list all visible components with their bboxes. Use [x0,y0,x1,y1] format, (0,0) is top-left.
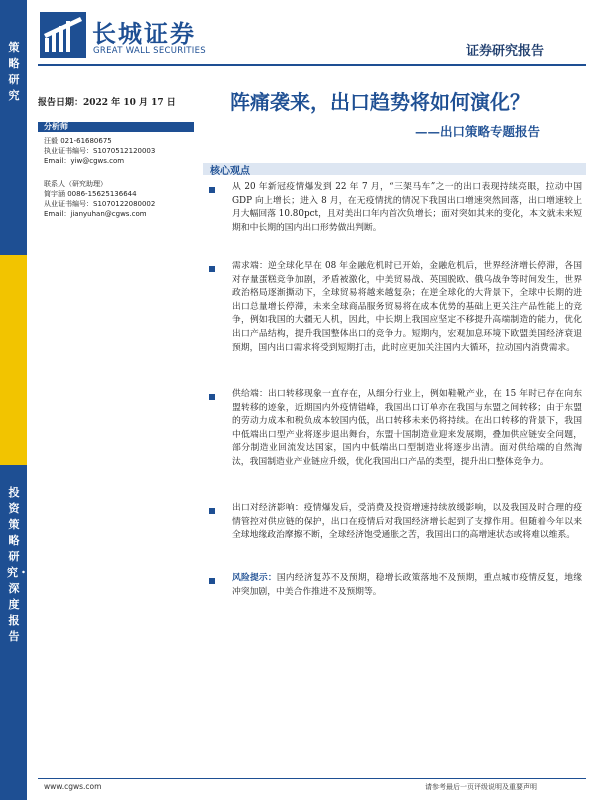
analyst-cert: 执业证书编号：S1070512120003 [44,147,156,155]
bullet-marker [209,266,215,272]
logo-text-cn: 长城证券 [92,19,196,48]
assistant-phone: 简宇涵 0086-15625136644 [44,190,137,198]
left-sidebar [0,0,27,800]
assistant-email: Email：jianyuhan@cgws.com [44,210,147,218]
analyst-email: Email：yiw@cgws.com [44,157,125,165]
header-divider [38,64,586,66]
logo-text-en: GREAT WALL SECURITIES [93,46,206,56]
bullet-marker [209,578,215,584]
core-views-label: 核心观点 [210,166,250,177]
risk-text: 国内经济复苏不及预期，稳增长政策落地不及预期，重点城市疫情反复，地缘冲突加剧，中美合作推进不及预期等。 [232,573,582,597]
assistant-cert: 从业证书编号：S1070122080002 [44,200,156,208]
bullet-marker [209,508,215,514]
risk-paragraph [232,572,582,599]
report-type-title: 证券研究报告 [466,44,545,59]
bullet-marker [209,394,215,400]
sidebar-top-block [0,0,27,255]
analyst-phone: 汪毅 021-61680675 [44,137,112,145]
sidebar-top-label: 策略研究 [8,41,20,102]
assistant-label: 联系人（研究助理） [44,180,107,188]
report-date: 报告日期：2022 年 10 月 17 日 [38,98,176,108]
bullet-marker [209,187,215,193]
core-views-bar [203,163,586,175]
sidebar-accent-block [0,255,27,465]
core-paragraph: 从 20 年新冠疫情爆发到 22 年 7 月，“三架马车”之一的出口表现持续亮眼，拉动中国 GDP 向上增长；进入 8 月，在无疫情扰的情况下我国出口增速突然回落，出口增速较上月大幅回落 10.80pct，且对美出口年内首次负增长；面对突如其来的变化，本文就未来短期和中长期的国内出口形势做出判断。 [232,182,582,233]
footer-disclaimer: 请参考最后一页评级说明及重要声明 [425,783,537,791]
sidebar-bottom-label: 投资策略研究・深度报告 [7,486,29,643]
core-paragraph: 出口对经济影响：疫情爆发后，受消费及投资增速持续放缓影响，以及我国及时合理的疫情管控对供应链的保护，出口在疫情后对我国经济增长起到了支撑作用。但随着今年以来全球地缘政治摩擦不断，全球经济饱受通胀之苦，我国出口的高增速状态或将难以维系。 [232,503,582,541]
logo-emblem-icon [40,12,86,58]
core-paragraph: 需求端：逆全球化早在 08 年金融危机时已开始，金融危机后，世界经济增长停滞，各国对存量蛋糕竞争加剧，矛盾被激化，中美贸易战、英国脱欧、俄乌战争等时间发生，世界政治格局逐渐撕动下，全球贸易将越来越复杂；在逆全球化的大背景下，全球中长期的进出口总量增长停滞，未来全球商品服务贸易将在成本优势的基础上更关注产品性能上的竞争，例如我国的大疆无人机，因此，中长期上我国应坚定不移提升高端制造的能力，优化出口产品结构，提升我国整体出口的竞争力。短期内，宏观加息环境下欧盟美国经济衰退预期，国内出口需求将受到短期打击，此时应更加关注国内大循环，拉动国内消费需求。 [232,261,582,353]
risk-lead: 风险提示： [232,573,277,583]
company-logo [40,12,270,62]
page-title: 阵痛袭来，出口趋势将如何演化？ [230,90,530,114]
footer-url[interactable]: www.cgws.com [44,782,102,791]
footer-divider [38,778,586,779]
analyst-label: 分析师 [44,121,68,131]
core-paragraph: 供给端：出口转移现象一直存在，从细分行业上，例如鞋靴产业，在 15 年时已存在向东盟转移的迹象，近期国内外疫情错峰，我国出口订单亦在我国与东盟之间转移；由于东盟的劳动力成本和税负成本较国内低，出口转移未来仍将持续。在出口转移的背景下，我国中低端出口型产业将逐步退出舞台，东盟十国制造业迎来发展期，叠加供应链安全问题，部分制造业回流发达国家，国内中低端出口型制造业将逐步出清。面对供给端的自然淘汰，我国制造业产业链应升级，优化我国出口产品的类型，提升出口整体竞争力。 [232,389,582,467]
page-subtitle: ——出口策略专题报告 [415,124,541,139]
